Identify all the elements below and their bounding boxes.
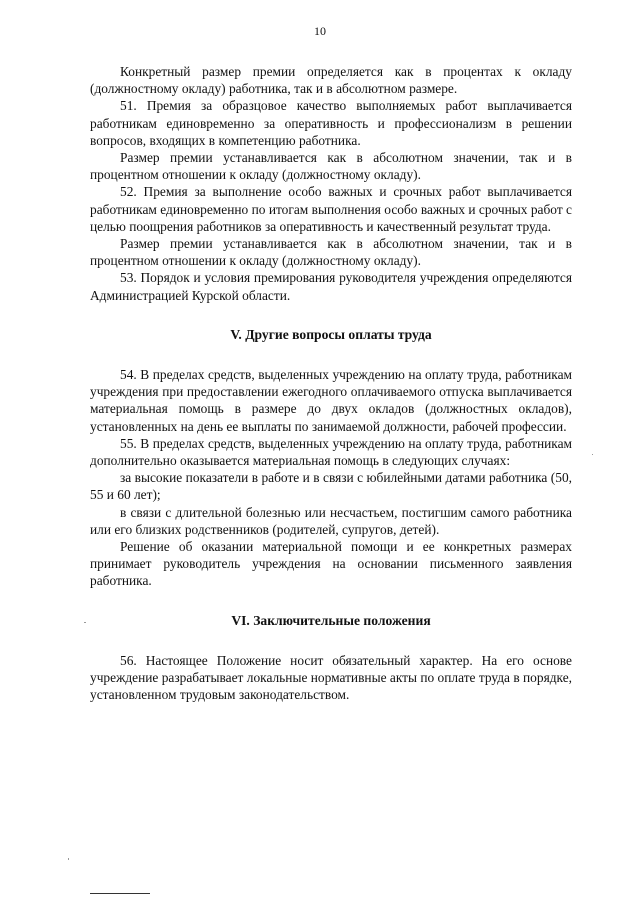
paragraph: 56. Настоящее Положение носит обязательный характер. На его основе учреждение разрабатывает локальные нормативные акты по оплате труда в порядке, установленном трудовым законодательством. xyxy=(90,652,572,703)
paragraph: 51. Премия за образцовое качество выполняемых работ выплачивается работникам единовременно за оперативность и профессионализм в решении вопросов, входящих в компетенцию работника. xyxy=(90,98,572,148)
paragraph: за высокие показатели в работе и в связи с юбилейными датами работника (50, 55 и 60 лет); xyxy=(90,470,572,503)
paragraph: 55. В пределах средств, выделенных учреждению на оплату труда, работникам дополнительно оказывается материальная помощь в следующих случаях: xyxy=(90,435,572,469)
paragraph: Размер премии устанавливается как в абсолютном значении, так и в процентном отношении к окладу (должностному окладу). xyxy=(90,236,572,269)
page-number: 10 xyxy=(314,24,326,38)
paragraph: в связи с длительной болезнью или несчастьем, постигшим самого работника или его близких родственников (родителей, супругов, детей). xyxy=(90,504,572,537)
section-title-vi: VI. Заключительные положения xyxy=(231,612,431,628)
scan-speck xyxy=(84,622,86,623)
paragraph: Решение об оказании материальной помощи и ее конкретных размерах принимает руководитель учреждения на основании письменного заявления работника. xyxy=(90,539,572,589)
document-body xyxy=(90,63,572,704)
scan-speck xyxy=(68,858,69,860)
scan-line xyxy=(90,893,150,894)
section-title-v: V. Другие вопросы оплаты труда xyxy=(230,326,432,342)
paragraph: 53. Порядок и условия премирования руководителя учреждения определяются Администрацией Курской области. xyxy=(90,270,572,303)
paragraph: 52. Премия за выполнение особо важных и срочных работ выплачивается работникам единовременно по итогам выполнения особо важных и срочных работ с целью поощрения работников за оперативность и качественный результат труда. xyxy=(90,184,572,234)
scan-speck xyxy=(592,454,593,455)
paragraph: Конкретный размер премии определяется как в процентах к окладу (должностному окладу) работника, так и в абсолютном размере. xyxy=(90,64,572,97)
paragraph: Размер премии устанавливается как в абсолютном значении, так и в процентном отношении к окладу (должностному окладу). xyxy=(90,150,572,183)
paragraph: 54. В пределах средств, выделенных учреждению на оплату труда, работникам учреждения при предоставлении ежегодного оплачиваемого отпуска выплачивается материальная помощь в размере до двух окладов (должностных окладов), установленных на день ее выплаты по занимаемой должности, рабочей профессии. xyxy=(90,367,572,434)
